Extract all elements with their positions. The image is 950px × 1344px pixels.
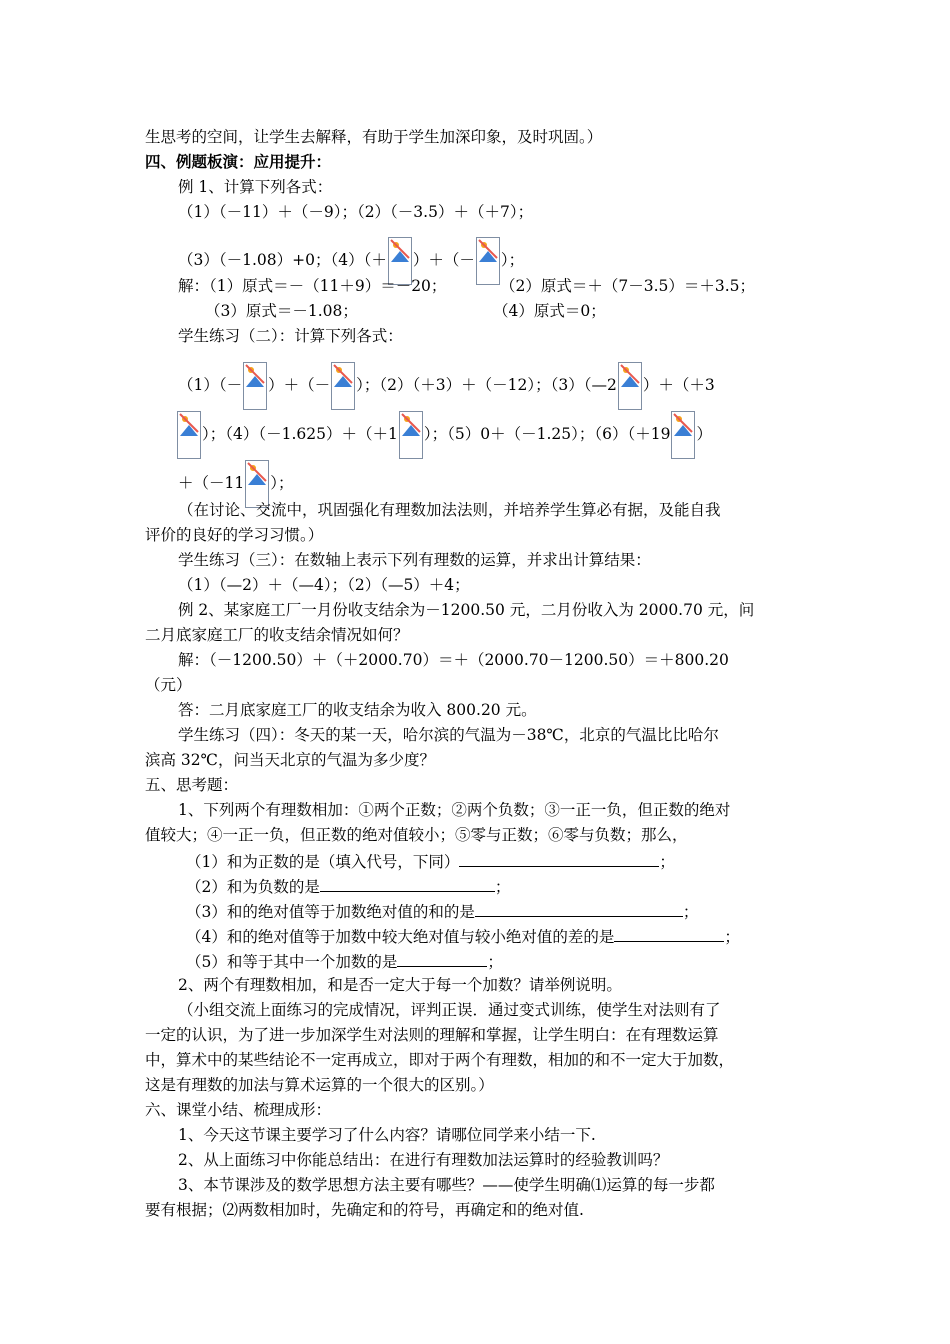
practice-2-title: 学生练习（二）：计算下列各式： <box>178 327 403 345</box>
text-segment: （5）和等于其中一个加数的是 <box>186 953 398 971</box>
text-segment: （3）和的绝对值等于加数绝对值的和的是 <box>186 903 475 921</box>
text-segment: ）； <box>270 474 294 492</box>
answer-blank[interactable] <box>459 850 659 867</box>
practice-4-line-1: 学生练习（四）：冬天的某一天，哈尔滨的气温为－38℃，北京的气温比比哈尔 <box>178 726 719 744</box>
question-1-sub-5 <box>186 950 503 972</box>
text-line: 中，算术中的某些结论不一定再成立，即对于两个有理数，相加的和不一定大于加数， <box>145 1051 735 1069</box>
question-1-sub-3 <box>186 900 698 922</box>
text-segment: （1）和为正数的是（填入代号，下同） <box>186 853 460 871</box>
example-2-line-1: 例 2、某家庭工厂一月份收支结余为－1200.50 元，二月份收入为 2000.70 元，问 <box>178 601 755 619</box>
fraction-image-icon <box>177 411 201 459</box>
text-segment: ； <box>487 953 503 971</box>
text-line: 这是有理数的加法与算术运算的一个很大的区别。） <box>145 1076 494 1094</box>
text-segment: （3）（－1.08）+0；（4）（＋ <box>178 251 387 269</box>
summary-item-3: 3、本节课涉及的数学思想方法主要有哪些？——使学生明确⑴运算的每一步都 <box>178 1176 715 1194</box>
summary-item-3-cont: 要有根据；⑵两数相加时，先确定和的符号，再确定和的绝对值. <box>145 1201 584 1219</box>
fraction-image-icon <box>399 411 423 459</box>
example-1-title: 例 1、计算下列各式： <box>178 178 333 196</box>
question-1-sub-1 <box>186 850 675 872</box>
answer-blank[interactable] <box>475 900 683 917</box>
solution-line-2b: （4）原式＝0； <box>493 302 606 320</box>
section-heading-4: 四、例题板演：应用提升： <box>145 152 332 171</box>
fraction-image-icon <box>618 362 642 410</box>
section-heading-6: 六、课堂小结、梳理成形： <box>145 1101 332 1119</box>
question-1-line-1: 1、下列两个有理数相加：①两个正数；②两个负数；③一正一负，但正数的绝对 <box>178 801 731 819</box>
text-segment: ）； <box>500 251 525 269</box>
text-line: （在讨论、交流中，巩固强化有理数加法法则，并培养学生算必有据，及能自我 <box>178 501 721 519</box>
answer-blank[interactable] <box>320 875 495 892</box>
question-2: 2、两个有理数相加，和是否一定大于每一个加数？请举例说明。 <box>178 976 622 994</box>
practice-2-line-1 <box>178 362 715 410</box>
text-segment: ）＋（＋3 <box>642 376 715 394</box>
solution-line-1a: 解：（1）原式＝－（11＋9）＝－20； <box>178 277 447 295</box>
practice-4-line-2: 滨高 32℃，问当天北京的气温为多少度？ <box>145 751 435 769</box>
example-2-answer: 答：二月底家庭工厂的收支结余为收入 800.20 元。 <box>178 701 537 719</box>
fraction-image-icon <box>476 237 500 285</box>
text-segment: ）＋（－ <box>412 251 475 269</box>
text-segment: ）＋（－ <box>268 376 331 394</box>
practice-3-items: （1）（—2）＋（—4）；（2）（—5）＋4； <box>178 576 470 594</box>
question-1-sub-2 <box>186 875 510 897</box>
practice-2-line-2 <box>176 411 712 459</box>
example-1-items-1-2: （1）（－11）＋（－9）；（2）（－3.5）＋（＋7）； <box>178 203 534 221</box>
summary-item-2: 2、从上面练习中你能总结出：在进行有理数加法运算时的经验教训吗？ <box>178 1151 669 1169</box>
question-1-sub-4 <box>186 925 740 947</box>
answer-blank[interactable] <box>614 925 724 942</box>
example-2-solution-unit: （元） <box>145 676 192 694</box>
text-line: （小组交流上面练习的完成情况，评判正误．通过变式训练，使学生对法则有了 <box>178 1001 721 1019</box>
summary-item-1: 1、今天这节课主要学习了什么内容？请哪位同学来小结一下. <box>178 1126 596 1144</box>
text-segment: ； <box>494 878 511 896</box>
section-heading-5: 五、思考题： <box>145 776 239 794</box>
text-segment: ）；（4）（－1.625）＋（＋1 <box>202 425 398 443</box>
text-segment: ）；（2）（＋3）＋（－12）；（3）（—2 <box>356 376 617 394</box>
text-segment: ； <box>682 903 699 921</box>
text-segment: ）；（5）0＋（－1.25）；（6）（＋19 <box>423 425 671 443</box>
text-line: 生思考的空间，让学生去解释，有助于学生加深印象，及时巩固。） <box>145 128 603 146</box>
text-line: 一定的认识，为了进一步加深学生对法则的理解和掌握，让学生明白：在有理数运算 <box>145 1026 719 1044</box>
text-segment: ＋（－11 <box>178 474 245 492</box>
text-segment: ） <box>696 425 712 443</box>
text-segment: ； <box>724 928 740 946</box>
solution-line-1b: （2）原式＝＋（7－3.5）＝＋3.5； <box>500 277 756 295</box>
fraction-image-icon <box>331 362 355 410</box>
answer-blank[interactable] <box>397 950 487 967</box>
text-segment: （1）（－ <box>178 376 243 394</box>
text-segment: （2）和为负数的是 <box>186 878 320 896</box>
fraction-image-icon <box>671 411 695 459</box>
text-line: 评价的良好的学习习惯。） <box>145 526 324 544</box>
example-2-solution: 解：（－1200.50）＋（＋2000.70）＝＋（2000.70－1200.50）＝＋800.20 <box>178 651 729 669</box>
text-segment: （4）和的绝对值等于加数中较大绝对值与较小绝对值的差的是 <box>186 928 615 946</box>
example-2-line-2: 二月底家庭工厂的收支结余情况如何？ <box>145 626 409 644</box>
question-1-line-2: 值较大；④一正一负，但正数的绝对值较小；⑤零与正数；⑥零与负数；那么， <box>145 826 688 844</box>
text-segment: ； <box>659 853 675 871</box>
practice-3-title: 学生练习（三）：在数轴上表示下列有理数的运算，并求出计算结果： <box>178 551 651 569</box>
fraction-image-icon <box>243 362 267 410</box>
solution-line-2a: （3）原式＝－1.08； <box>205 302 358 320</box>
